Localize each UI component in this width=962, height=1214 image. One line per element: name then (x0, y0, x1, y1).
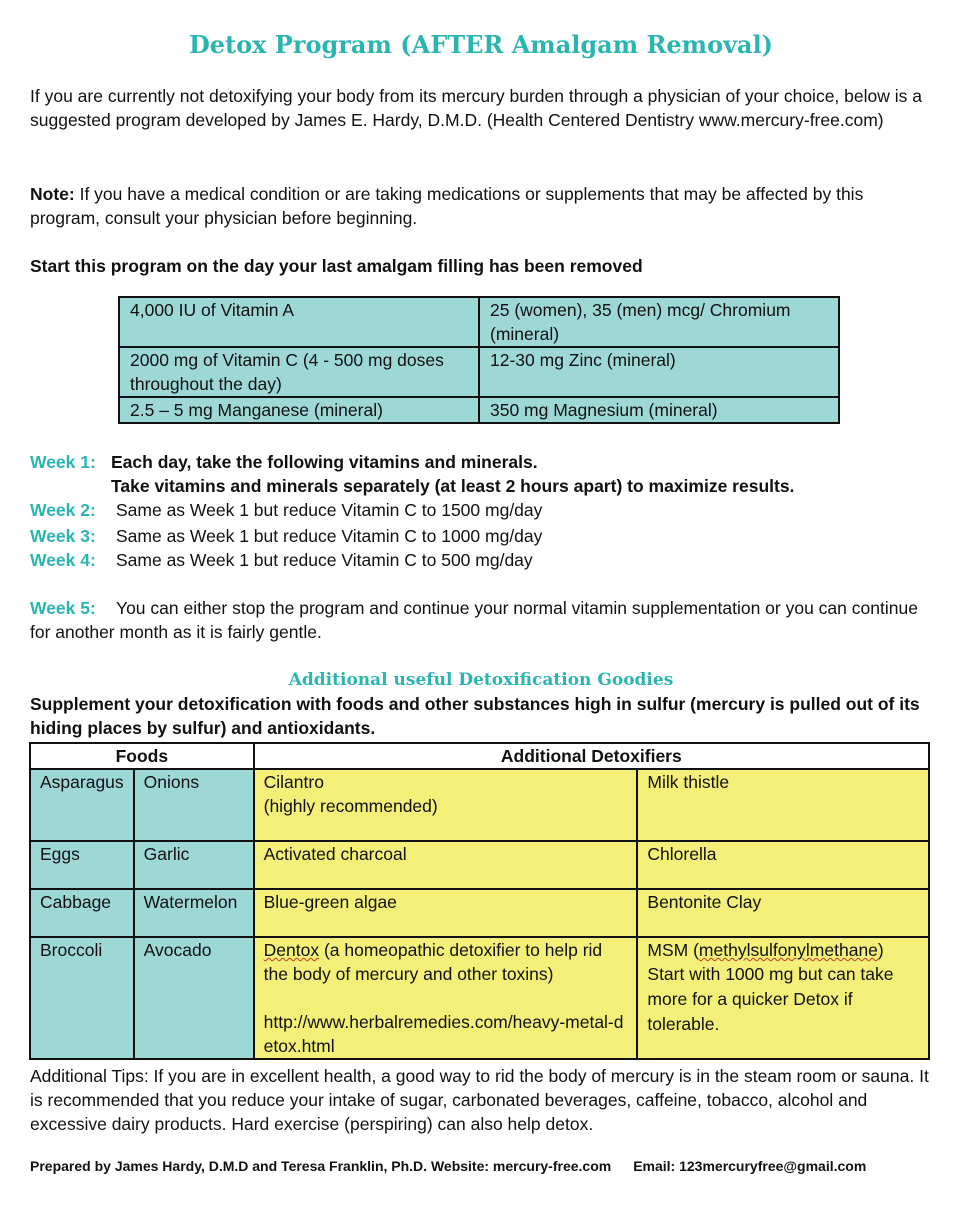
vitamin-cell: 350 mg Magnesium (mineral) (479, 397, 839, 423)
header-detoxifiers: Additional Detoxifiers (254, 743, 929, 769)
footer-prepared: Prepared by James Hardy, D.M.D and Teresa Franklin, Ph.D. Website: mercury-free.com (30, 1158, 612, 1174)
table-row (119, 397, 839, 423)
week-label: Week 1: (30, 452, 96, 472)
detoxifier-cell (637, 937, 929, 1059)
week-text: Same as Week 1 but reduce Vitamin C to 1500 mg/day (116, 500, 543, 520)
detox-table (29, 742, 930, 1060)
week-3 (30, 524, 542, 548)
detoxifier-note: Start with 1000 mg but can take more for a quicker Detox if tolerable. (647, 964, 894, 1034)
food-cell: Onions (134, 769, 254, 841)
week-text: Each day, take the following vitamins and minerals. (111, 452, 538, 472)
footer-email: Email: 123mercuryfree@gmail.com (633, 1158, 867, 1174)
vitamin-cell: 4,000 IU of Vitamin A (119, 297, 479, 347)
food-cell: Eggs (30, 841, 134, 889)
food-cell: Asparagus (30, 769, 134, 841)
detoxifier-description (264, 938, 628, 986)
table-row (30, 937, 929, 1059)
table-header-row (30, 743, 929, 769)
food-cell: Broccoli (30, 937, 134, 1059)
detoxifier-name: Dentox (263, 940, 320, 960)
footer (30, 1158, 866, 1174)
detoxifier-name: Cilantro (263, 772, 324, 792)
week-text: You can either stop the program and continue your normal vitamin supplementation or you can continue for another month as it is fairly gentle. (30, 598, 918, 642)
table-row (30, 889, 929, 937)
week-label: Week 2: (30, 500, 96, 520)
week-1 (30, 450, 538, 474)
vitamin-cell: 25 (women), 35 (men) mcg/ Chromium (mineral) (479, 297, 839, 347)
detoxifier-cell: Blue-green algae (254, 889, 638, 937)
week-label: Week 5: (30, 598, 96, 618)
week-4 (30, 548, 533, 572)
food-cell: Avocado (134, 937, 254, 1059)
detoxifier-note: (a homeopathic detoxifier to help rid the body of mercury and other toxins) (263, 940, 603, 984)
goodies-title: Additional useful Detoxification Goodies (288, 670, 674, 690)
week-5 (30, 596, 935, 644)
week-2 (30, 498, 542, 522)
detoxifier-cell: Activated charcoal (254, 841, 638, 889)
table-row (119, 347, 839, 397)
detox-link[interactable]: http://www.herbalremedies.com/heavy-metal-detox.html (263, 1012, 624, 1056)
food-cell: Garlic (134, 841, 254, 889)
goodies-intro: Supplement your detoxification with foods and other substances high in sulfur (mercury is pulled out of its hiding places by sulfur) and antioxidants. (30, 694, 920, 738)
week-text: Same as Week 1 but reduce Vitamin C to 500 mg/day (116, 550, 533, 570)
week-label: Week 3: (30, 526, 96, 546)
week-label: Week 4: (30, 550, 96, 570)
detoxifier-note: (highly recommended) (263, 796, 438, 816)
detoxifier-cell: Milk thistle (637, 769, 929, 841)
vitamin-cell: 2000 mg of Vitamin C (4 - 500 mg doses throughout the day) (119, 347, 479, 397)
header-foods: Foods (30, 743, 254, 769)
detoxifier-name: MSM (methylsulfonylmethane) (647, 940, 884, 960)
table-row (119, 297, 839, 347)
note-text: If you have a medical condition or are taking medications or supplements that may be affected by this program, consult your physician before beginning. (30, 184, 864, 228)
note-label: Note: (30, 184, 75, 204)
vitamin-cell: 2.5 – 5 mg Manganese (mineral) (119, 397, 479, 423)
table-row (30, 841, 929, 889)
vitamin-cell: 12-30 mg Zinc (mineral) (479, 347, 839, 397)
week-text: Same as Week 1 but reduce Vitamin C to 1000 mg/day (116, 526, 543, 546)
food-cell: Watermelon (134, 889, 254, 937)
page-title: Detox Program (AFTER Amalgam Removal) (188, 30, 774, 59)
table-row (30, 769, 929, 841)
additional-tips: Additional Tips: If you are in excellent health, a good way to rid the body of mercury is in the steam room or sauna. It is recommended that you reduce your intake of sugar, carbonated beverages, caffeine, tobacco, alcohol and excessive dairy products. Hard exercise (perspiring) can also help detox. (30, 1066, 929, 1134)
intro-paragraph: If you are currently not detoxifying your body from its mercury burden through a physician of your choice, below is a suggested program developed by James E. Hardy, D.M.D. (Health Centered Dentistry www.mercury-free.com) (30, 86, 922, 130)
detoxifier-cell (254, 937, 638, 1059)
food-cell: Cabbage (30, 889, 134, 937)
detoxifier-cell (254, 769, 638, 841)
start-heading: Start this program on the day your last amalgam filling has been removed (30, 256, 643, 276)
detoxifier-cell: Bentonite Clay (637, 889, 929, 937)
note-paragraph (30, 182, 935, 230)
vitamin-table (118, 296, 840, 424)
detoxifier-cell: Chlorella (637, 841, 929, 889)
week-1-line-2: Take vitamins and minerals separately (at least 2 hours apart) to maximize results. (111, 476, 795, 496)
